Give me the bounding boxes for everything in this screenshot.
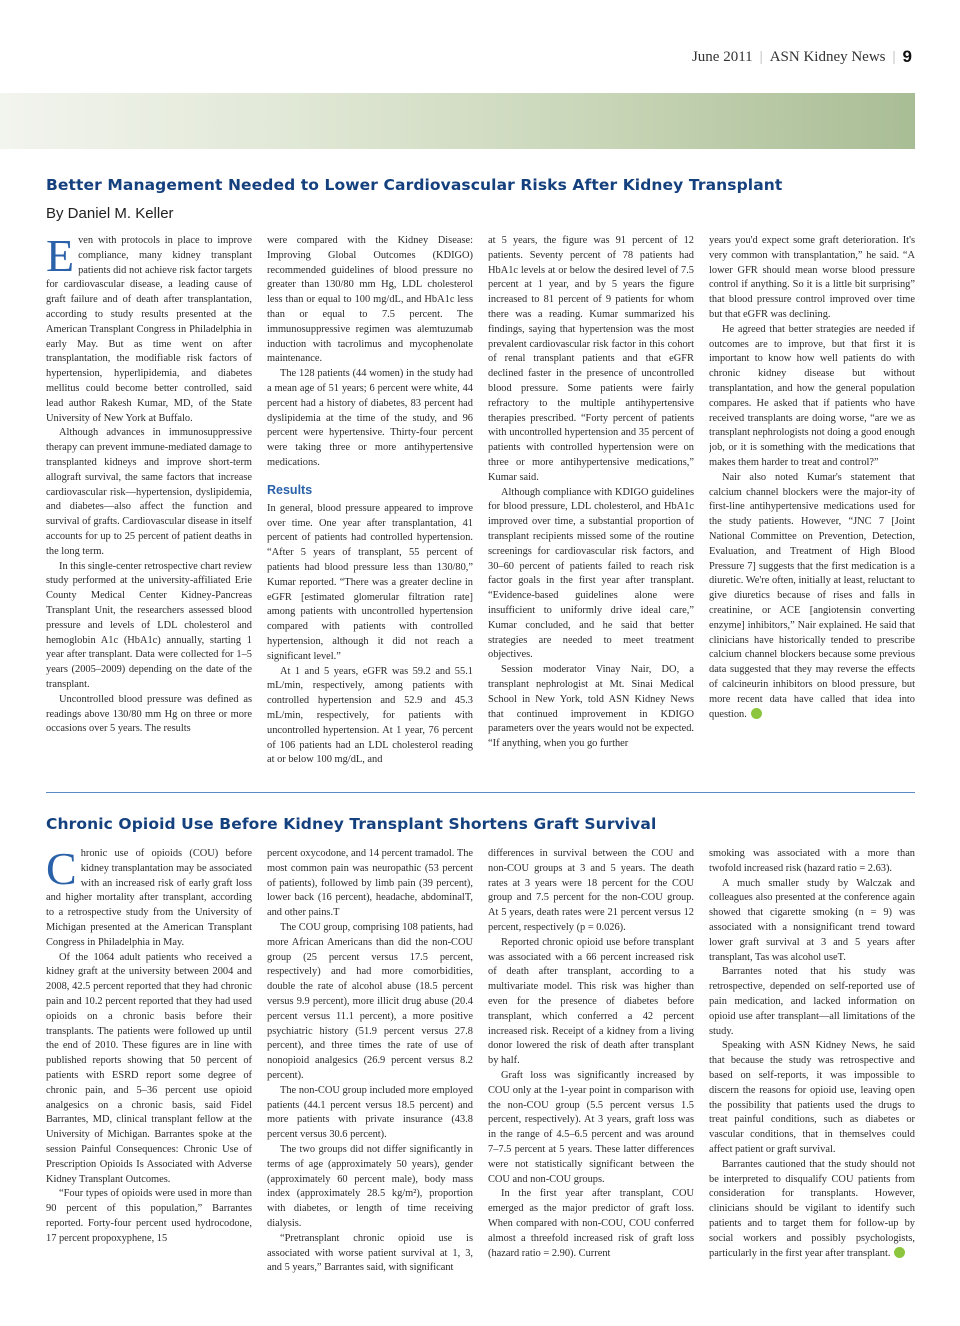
paragraph: Session moderator Vinay Nair, DO, a transplant nephrologist at Mt. Sinai Medical School in New York, told ASN Kidney News that continued improvement in KDIGO parameters over the years would not be expected. “If anything, when you go further xyxy=(488,664,694,750)
article2-column-3 xyxy=(488,847,694,1279)
end-mark-icon xyxy=(894,1247,905,1258)
paragraph: He agreed that better strategies are needed if outcomes are to improve, but that first it is important to know how well patients do with chronic kidney disease but without transplantation, and how the general population compares. He asked that if patients who have received transplants are doing worse, “are we as transplant nephrologists not doing a good enough job, or it is something with the medications that makes them harder to treat and control?” xyxy=(709,323,915,468)
paragraph: years you'd expect some graft deterioration. It's very common with transplantation,” he said. “A lower GFR should mean worse blood pressure control if anything. So it is a little bit surprising” that blood pressure control improved over time but that eGFR was declining. xyxy=(709,235,915,320)
drop-cap: C xyxy=(46,847,77,894)
paragraph: Although advances in immunosuppressive therapy can prevent immune-mediated damage to transplanted kidneys and improve short-term allograft survival, the same factors that increase cardiovascular risk—hypertension, dyslipidemia, and diabetes—also affect the function and survival of grafts. Cardiovascular disease in itself accounts for up to 25 percent of patient deaths in the long term. xyxy=(46,427,252,557)
article1-body xyxy=(46,234,915,774)
paragraph: Speaking with ASN Kidney News, he said that because the study was retrospective and based on self-reports, it was impossible to discern the reasons for opioid use, leaving open the possibility that patients used the drugs to treat painful conditions, such as diabetes or vascular conditions, that in themselves could affect patient or graft survival. xyxy=(709,1040,915,1155)
paragraph: “Four types of opioids were used in more than 90 percent of this population,” Barrantes reported. Forty-four percent used hydrocodone, 17 percent propoxyphene, 15 xyxy=(46,1188,252,1244)
paragraph: “Pretransplant chronic opioid use is associated with worse patient survival at 1, 3, and 5 years,” Barrantes said, with significant xyxy=(267,1232,473,1274)
article1-column-2 xyxy=(267,234,473,774)
paragraph-text: Nair also noted Kumar's statement that calcium channel blockers were the major-ity of first-line antihypertensive medications used for the study patients. However, “JNC 7 [Joint National Committee on Prevention, Detection, Evaluation, and Treatment of High Blood Pressure 7] suggests that the first medication is a diuretic. We're often, initially at least, reluctant to give diuretics because of rises and falls in creatinine, or ACE [angiotensin converting enzyme] inhibitors,” Nair explained. He said that clinicians have historically tended to prescribe calcium channel blockers because some previous data suggested that they may reverse the effects of calcineurin inhibitors on blood pressure, but more recent data have called that idea into question. xyxy=(709,471,915,720)
paragraph: In general, blood pressure appeared to improve over time. One year after transplantation, 41 percent of patients had controlled hypertension. “After 5 years of transplant, 55 percent of patients had blood pressure less than 130/80,” Kumar reported. “There was a greater decline in eGFR [estimated glomerular filtration rate] among patients with uncontrolled hypertension compared with patients with controlled hypertension, although it did not reach a significant level.” xyxy=(267,502,473,662)
paragraph: The 128 patients (44 women) in the study had a mean age of 51 years; 6 percent were white, 44 percent had a history of diabetes, 83 percent had dyslipidemia at the time of the study, and 96 percent were hypertensive. Thirty-four percent were taking three or more antihypertensive medications. xyxy=(267,368,473,468)
paragraph: percent oxycodone, and 14 percent tramadol. The most common pain was neuropathic (53 percent of patients), followed by limb pain (39 percent), lower back (16 percent), headache, abdominalT, and other pains.T xyxy=(267,848,473,919)
article1-headline: Better Management Needed to Lower Cardiovascular Risks After Kidney Transplant xyxy=(46,176,783,194)
paragraph: At 1 and 5 years, eGFR was 59.2 and 55.1 mL/min, respectively, among patients with controlled hypertension and 52.9 and 45.3 mL/min, respectively, for patients with uncontrolled hypertension. At 1 year, 76 percent of 106 patients had an LDL cholesterol reading at or below 100 mg/dL, and xyxy=(267,665,473,766)
paragraph: The COU group, comprising 108 patients, had more African Americans than did the non-COU group (25 percent versus 17.5 percent, respectively) and had more comorbidities, double the rate of alcohol abuse (18.5 percent versus 9.9 percent), more illicit drug abuse (20.4 percent versus 11.1 percent), a more positive psychiatric history (51.9 percent versus 27.8 percent), and three times the rate of use of nonopioid analgesics (26.9 percent versus 8.2 percent). xyxy=(267,921,473,1081)
paragraph-text: Barrantes cautioned that the study should not be interpreted to disqualify COU patients from consideration for transplants. However, clinicians should be vigilant to identify such patients and to target them for follow-up by social workers and possibly psychologists, particularly in the first year after transplant. xyxy=(709,1158,915,1259)
paragraph: The two groups did not differ significantly in terms of age (approximately 50 years), gender (approximately 60 percent male), body mass index (approximately 28.5 kg/m²), proportion with diabetes, or length of time receiving dialysis. xyxy=(267,1143,473,1229)
header-separator: | xyxy=(759,48,763,65)
header-separator-2: | xyxy=(892,48,896,65)
paragraph: at 5 years, the figure was 91 percent of 12 patients. Seventy percent of 78 patients had HbA1c levels at or below the desired level of 7.5 percent at 1 year, and by 5 years the figure increased to 81 percent of 9 patients for whom there was a reading. Kumar summarized his findings, saying that hypertension was the most prevalent cardiovascular risk factor in this cohort of renal transplant patients and that eGFR declined faster in the presence of uncontrolled blood pressure. Some patients were fairly refractory to the multiple antihypertensive therapies prescribed. “Forty percent of patients with uncontrolled hypertension and 35 percent of patients with controlled hypertension were on three or more antihypertensive medications,” Kumar said. xyxy=(488,235,694,483)
article2-column-2 xyxy=(267,847,473,1279)
page-number: 9 xyxy=(902,47,912,66)
publication-name: ASN Kidney News xyxy=(769,48,886,65)
paragraph: In the first year after transplant, COU emerged as the major predictor of graft loss. When compared with non-COU, COU conferred almost a threefold increased risk of graft loss (hazard ratio = 2.90). Current xyxy=(488,1188,694,1259)
article2-headline: Chronic Opioid Use Before Kidney Transplant Shortens Graft Survival xyxy=(46,815,657,833)
paragraph-last xyxy=(709,1158,915,1262)
drop-cap: E xyxy=(46,234,75,281)
end-mark-icon xyxy=(751,708,762,719)
results-subheading: Results xyxy=(267,482,313,497)
paragraph: ven with protocols in place to improve compliance, many kidney transplant patients did not achieve risk factor targets for cardiovascular disease, a leading cause of graft failure and of death after transplantation, according to study results presented at the American Transplant Congress in Philadelphia in early May. But as time went on after transplantation, the modifiable risk factors of hypertension, hyperlipidemia, and diabetes mellitus could become better controlled, said lead author Rakesh Kumar, MD, of the State University of New York at Buffalo. xyxy=(46,235,252,424)
paragraph: were compared with the Kidney Disease: Improving Global Outcomes (KDIGO) recommended guidelines of blood pressure no greater than 130/80 mm Hg, LDL cholesterol less than or equal to 100 mg/dL, and HbA1c less than or equal to 7.5 percent. The immunosuppressive regimen was alemtuzumab induction with tacrolimus and mycophenolate maintenance. xyxy=(267,235,473,365)
article1-column-1 xyxy=(46,234,252,774)
article1-column-3 xyxy=(488,234,694,774)
paragraph: In this single-center retrospective chart review study performed at the university-affiliated Erie County Medical Center Kidney-Pancreas Transplant Unit, the researchers assessed blood pressure and levels of LDL cholesterol and hemoglobin A1c (HbA1c) annually, starting 1 year after transplant. Data were collected for 1–5 years (2005–2009) depending on the date of the transplant. xyxy=(46,560,252,690)
article1-column-4 xyxy=(709,234,915,774)
paragraph-last xyxy=(709,471,915,723)
paragraph: A much smaller study by Walczak and colleagues also presented at the conference again showed that cigarette smoking (n = 9) was associated with a nonsignificant trend toward lower graft survival at 3 and 5 years after transplant, Tas was alcohol useT. xyxy=(709,877,915,963)
paragraph: The non-COU group included more employed patients (44.1 percent versus 18.5 percent) and more patients with private insurance (43.8 percent versus 30.6 percent). xyxy=(267,1084,473,1141)
paragraph: differences in survival between the COU and non-COU groups at 3 and 5 years. The death rates at 3 years were 18 percent for the COU group and 7.5 percent for the non-COU group. At 5 years, death rates were 21 percent versus 12 percent, respectively (p = 0.026). xyxy=(488,848,694,933)
paragraph: hronic use of opioids (COU) before kidney transplantation may be associated with an increased risk of early graft loss and higher mortality after transplant, according to a retrospective study from the University of Michigan presented at the American Transplant Congress in Philadelphia in May. xyxy=(46,848,252,948)
article2-body xyxy=(46,847,915,1279)
section-divider xyxy=(46,792,915,793)
header-gradient-band xyxy=(0,93,915,149)
paragraph: Graft loss was significantly increased by COU only at the 1-year point in comparison with the non-COU group (5.5 percent versus 1.5 percent, respectively). At 3 years, graft loss was in the range of 4.5–6.5 percent and was around 7–7.5 percent at 5 years. These latter differences were not statistically significant between the COU and non-COU groups. xyxy=(488,1069,694,1185)
issue-date: June 2011 xyxy=(691,48,753,65)
article1-byline: By Daniel M. Keller xyxy=(46,205,174,222)
paragraph: Reported chronic opioid use before transplant was associated with a 66 percent increased risk of death after transplant, according to a multivariate model. This risk was higher than even for the presence of diabetes before transplant, which conferred a 42 percent increased risk. Receipt of a kidney from a living donor lowered the risk of death after transplant by half. xyxy=(488,936,694,1067)
running-head xyxy=(692,47,912,67)
paragraph: smoking was associated with a more than twofold increased risk (hazard ratio = 2.63). xyxy=(709,848,915,874)
article2-column-4 xyxy=(709,847,915,1279)
paragraph: Barrantes noted that his study was retrospective, depended on self-reported use of pain medication, and lacked information on opioid use after transplant—all limitations of the study. xyxy=(709,966,915,1037)
article2-column-1 xyxy=(46,847,252,1279)
paragraph: Uncontrolled blood pressure was defined as readings above 130/80 mm Hg on three or more occasions over 5 years. The results xyxy=(46,693,252,735)
paragraph: Although compliance with KDIGO guidelines for blood pressure, LDL cholesterol, and HbA1c improved over time, a substantial proportion of transplant recipients missed some of the routine screenings for cardiovascular risk factors, and 30–60 percent of patients failed to reach risk factor goals in the first year after transplant. “Evidence-based guidelines alone were insufficient to uniformly drive ideal care,” Kumar concluded, and he said that better strategies are needed to meet treatment objectives. xyxy=(488,486,694,661)
paragraph: Of the 1064 adult patients who received a kidney graft at the university between 2004 and 2008, 42.5 percent reported that they had chronic pain and 10.2 percent reported that they had used opioids on a chronic basis before their transplants. The patients were followed up until the end of 2010. These figures are in line with published reports showing that 50 percent of patients with ESRD report some degree of chronic pain, and 5–36 percent use opioid analgesics on a chronic basis, said Fidel Barrantes, MD, clinical transplant fellow at the University of Michigan. Barrantes spoke at the session Painful Consequences: Chronic Use of Prescription Opioids Is Associated with Adverse Kidney Transplant Outcomes. xyxy=(46,951,252,1185)
